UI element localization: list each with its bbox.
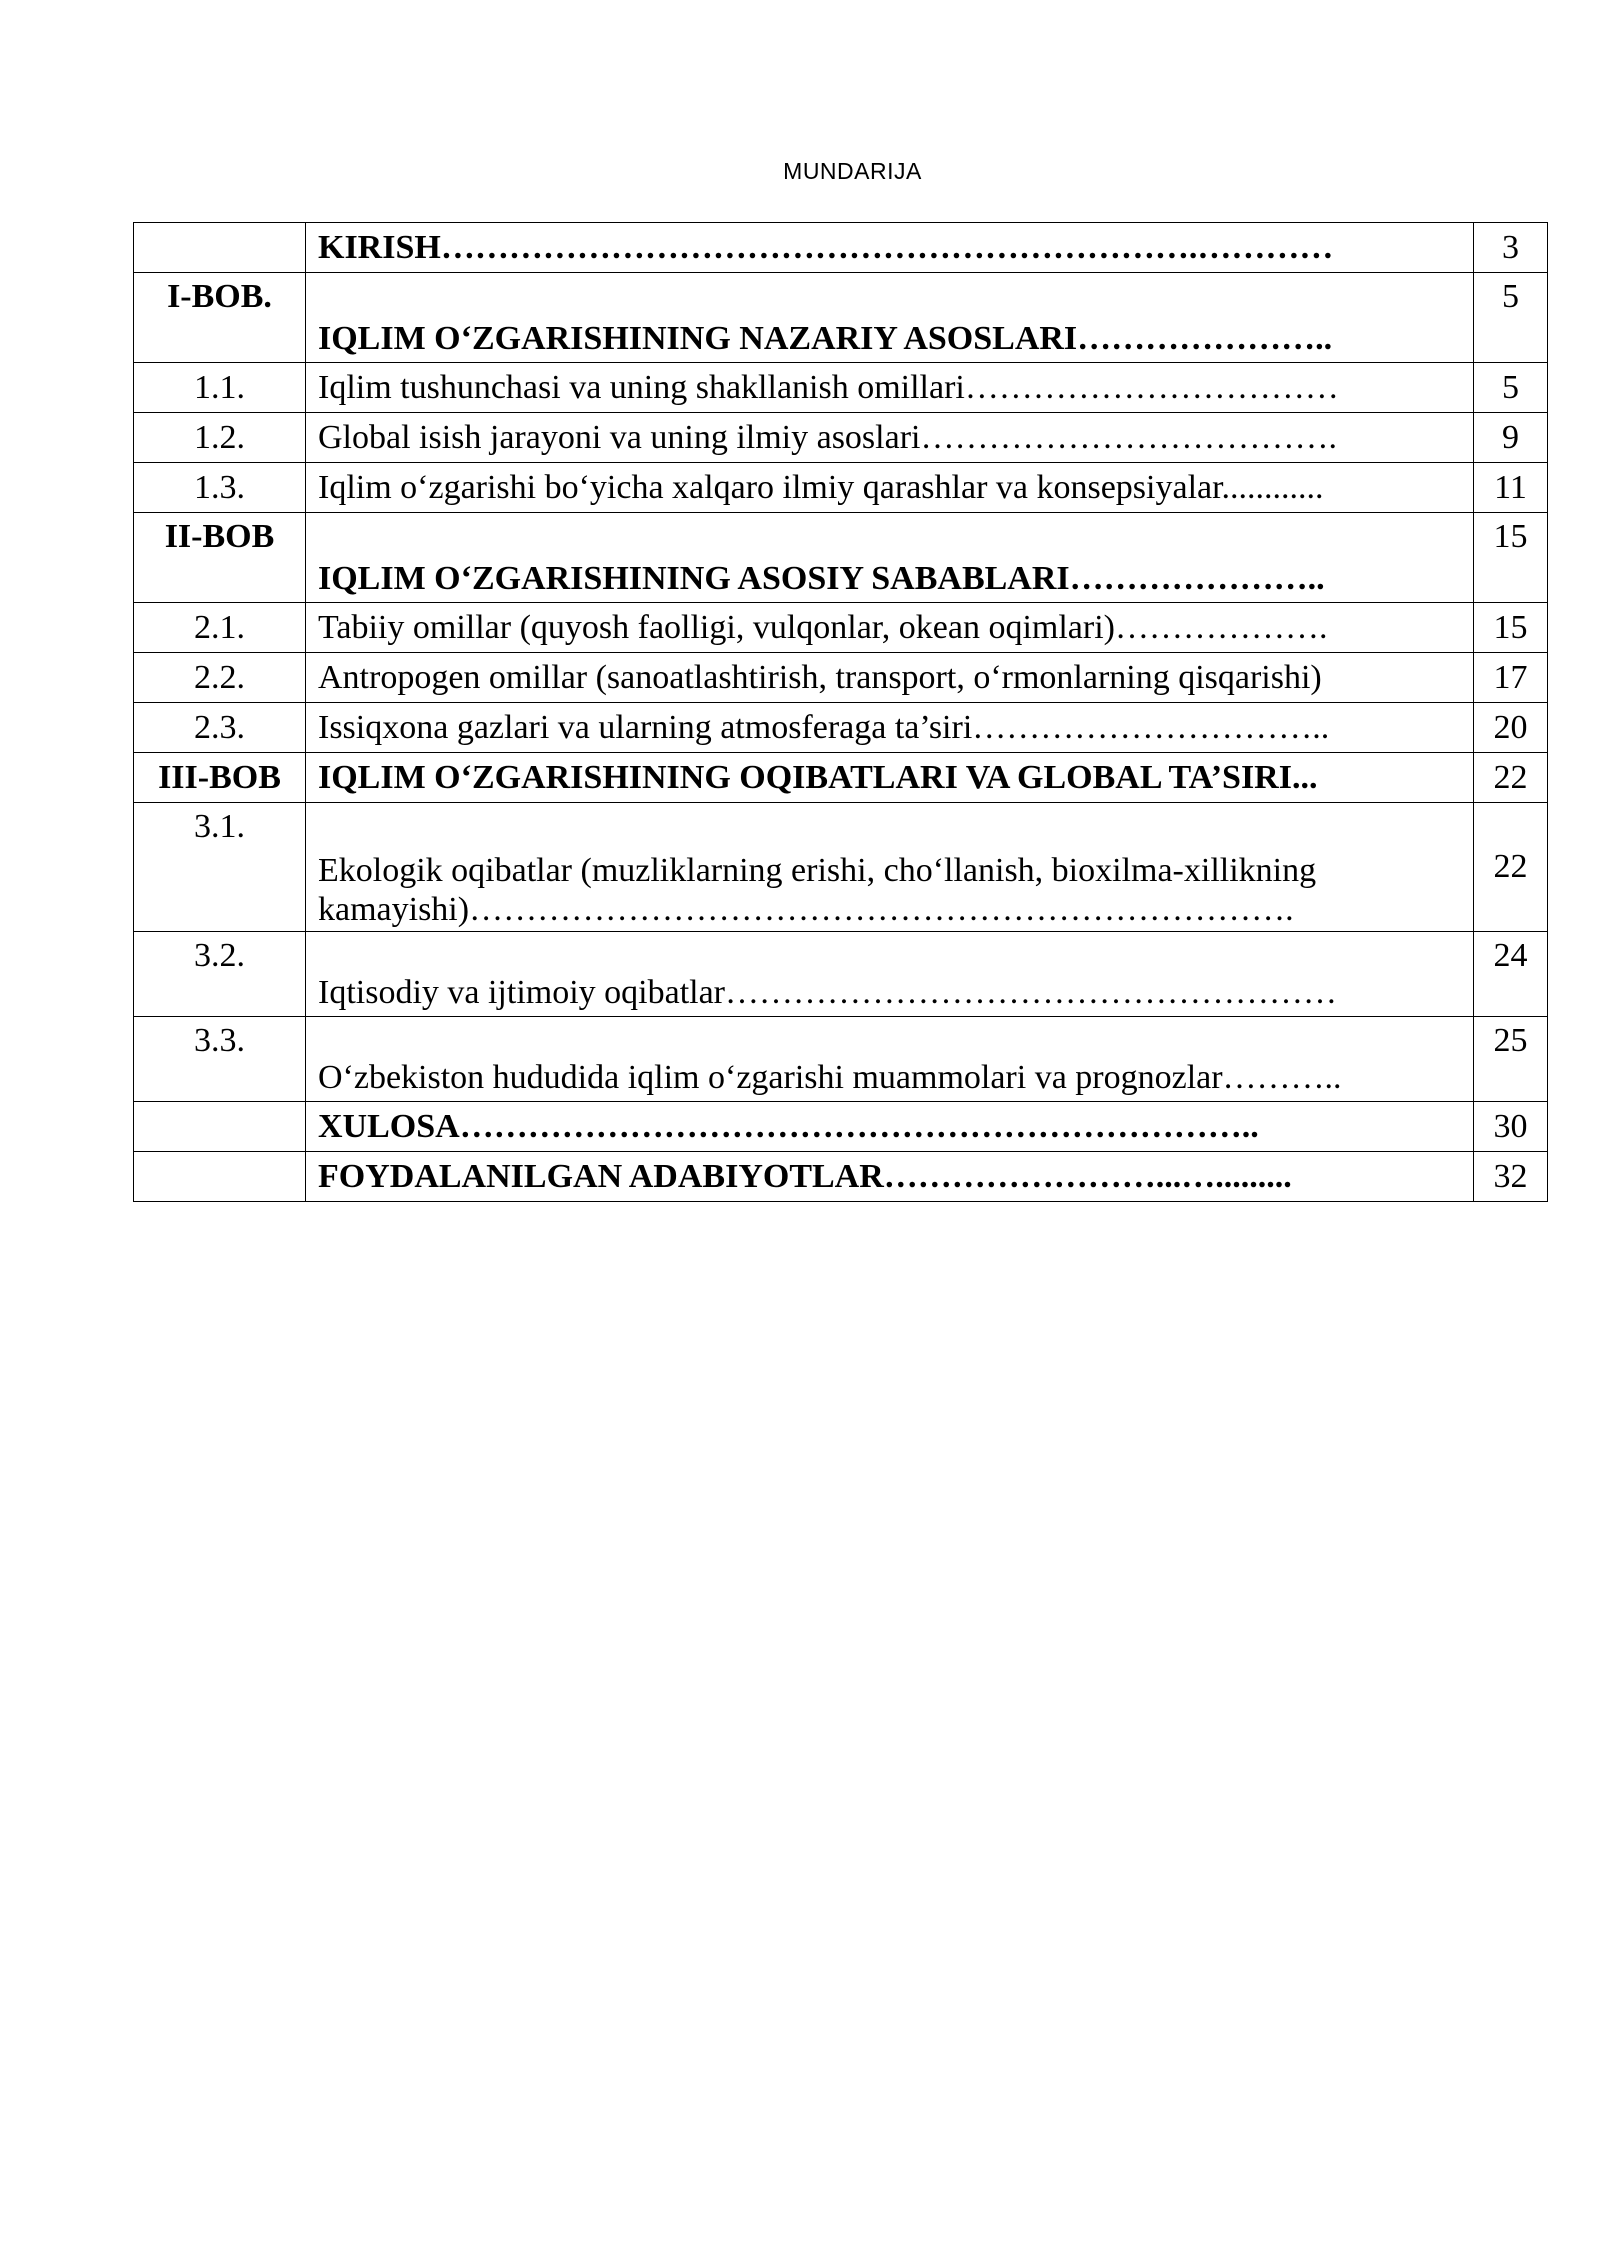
toc-page: 5 (1474, 273, 1548, 363)
toc-number (134, 1152, 306, 1202)
toc-number: 3.3. (134, 1017, 306, 1102)
toc-page: 17 (1474, 653, 1548, 703)
page-title: MUNDARIJA (783, 158, 922, 184)
toc-title: Tabiiy omillar (quyosh faolligi, vulqonlar, okean oqimlari)………………. (306, 603, 1474, 653)
toc-number: 2.2. (134, 653, 306, 703)
toc-number: 3.1. (134, 803, 306, 932)
toc-page: 3 (1474, 223, 1548, 273)
toc-page: 22 (1474, 753, 1548, 803)
toc-number: 3.2. (134, 932, 306, 1017)
toc-row (134, 703, 1548, 753)
toc-number: I-BOB. (134, 273, 306, 363)
toc-number: 1.3. (134, 463, 306, 513)
toc-row (134, 363, 1548, 413)
toc-page: 11 (1474, 463, 1548, 513)
toc-title: Iqlim o‘zgarishi bo‘yicha xalqaro ilmiy qarashlar va konsepsiyalar............ (306, 463, 1474, 513)
toc-row-references (134, 1152, 1548, 1202)
toc-title: O‘zbekiston hududida iqlim o‘zgarishi muammolari va prognozlar……….. (306, 1017, 1474, 1102)
toc-number (134, 223, 306, 273)
toc-page: 32 (1474, 1152, 1548, 1202)
toc-page: 5 (1474, 363, 1548, 413)
toc-title: Iqtisodiy va ijtimoiy oqibatlar……………………………………………… (306, 932, 1474, 1017)
toc-page: 24 (1474, 932, 1548, 1017)
toc-number: 2.3. (134, 703, 306, 753)
toc-title: IQLIM O‘ZGARISHINING OQIBATLARI VA GLOBAL TA’SIRI... (306, 753, 1474, 803)
toc-number: 1.1. (134, 363, 306, 413)
toc-row (134, 653, 1548, 703)
toc-row-chapter-3 (134, 753, 1548, 803)
toc-number (134, 1102, 306, 1152)
toc-title: KIRISH………………………………………………………….………… (306, 223, 1474, 273)
toc-page: 15 (1474, 513, 1548, 603)
toc-title: Iqlim tushunchasi va uning shakllanish omillari…………………………… (306, 363, 1474, 413)
toc-row-chapter-2 (134, 513, 1548, 603)
toc-row (134, 1017, 1548, 1102)
toc-row-intro (134, 223, 1548, 273)
toc-page: 9 (1474, 413, 1548, 463)
toc-title: XULOSA…………………………………………………………….. (306, 1102, 1474, 1152)
toc-row (134, 932, 1548, 1017)
toc-title: IQLIM O‘ZGARISHINING ASOSIY SABABLARI………………….. (306, 513, 1474, 603)
toc-title: IQLIM O‘ZGARISHINING NAZARIY ASOSLARI………………….. (306, 273, 1474, 363)
toc-page: 22 (1474, 803, 1548, 932)
toc-title: Global isish jarayoni va uning ilmiy asoslari………………………………. (306, 413, 1474, 463)
toc-title: Antropogen omillar (sanoatlashtirish, transport, o‘rmonlarning qisqarishi) (306, 653, 1474, 703)
table-of-contents (133, 222, 1548, 1202)
toc-page: 15 (1474, 603, 1548, 653)
toc-row-chapter-1 (134, 273, 1548, 363)
toc-page: 30 (1474, 1102, 1548, 1152)
toc-page: 25 (1474, 1017, 1548, 1102)
toc-row (134, 803, 1548, 932)
toc-row (134, 603, 1548, 653)
toc-title: FOYDALANILGAN ADABIYOTLAR……………………...…......... (306, 1152, 1474, 1202)
toc-number: II-BOB (134, 513, 306, 603)
toc-title: Issiqxona gazlari va ularning atmosferaga ta’siri………………………….. (306, 703, 1474, 753)
toc-title: Ekologik oqibatlar (muzliklarning erishi, cho‘llanish, bioxilma-xillikning kamayishi)………………………………………………………………. (306, 803, 1474, 932)
toc-number: 1.2. (134, 413, 306, 463)
toc-row-conclusion (134, 1102, 1548, 1152)
toc-number: III-BOB (134, 753, 306, 803)
toc-page: 20 (1474, 703, 1548, 753)
toc-row (134, 463, 1548, 513)
toc-number: 2.1. (134, 603, 306, 653)
toc-row (134, 413, 1548, 463)
